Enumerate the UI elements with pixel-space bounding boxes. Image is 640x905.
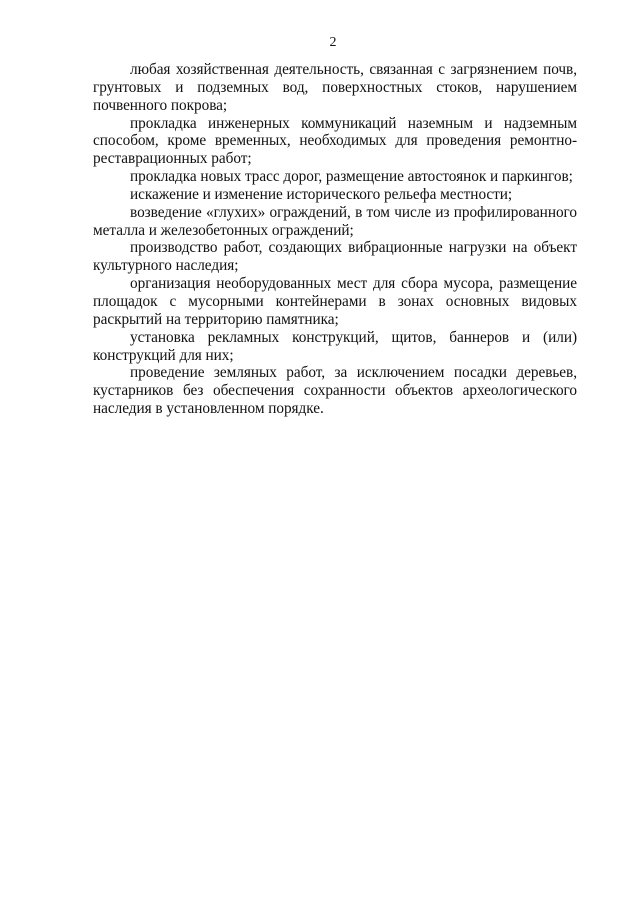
prohibition-item-relief: искажение и изменение исторического рельефа местности; <box>130 185 513 203</box>
prohibition-item-vibration: производство работ, создающих вибрационные нагрузки на объект культурного наследия; <box>93 239 577 275</box>
document-body <box>93 61 577 418</box>
prohibition-item-earthworks: проведение земляных работ, за исключением посадки деревьев, кустарников без обеспечения сохранности объектов археологического наследия в установленном порядке. <box>93 364 577 418</box>
prohibition-item-soil-pollution: любая хозяйственная деятельность, связанная с загрязнением почв, грунтовых и подземных вод, поверхностных стоков, нарушением почвенного покрова; <box>93 61 577 114</box>
prohibition-item-utilities: прокладка инженерных коммуникаций наземным и надземным способом, кроме временных, необходимых для проведения ремонтно-реставрационных работ; <box>93 114 577 168</box>
prohibition-item-waste-sites: организация необорудованных мест для сбора мусора, размещение площадок с мусорными контейнерами в зонах основных видовых раскрытий на территорию памятника; <box>93 275 577 328</box>
prohibition-item-advertising: установка рекламных конструкций, щитов, баннеров и (или) конструкций для них; <box>93 328 577 364</box>
prohibition-item-fences: возведение «глухих» ограждений, в том числе из профилированного металла и железобетонных ограждений; <box>93 203 577 239</box>
prohibition-item-roads-parking: прокладка новых трасс дорог, размещение автостоянок и паркингов; <box>130 168 573 186</box>
page-number: 2 <box>329 35 337 50</box>
